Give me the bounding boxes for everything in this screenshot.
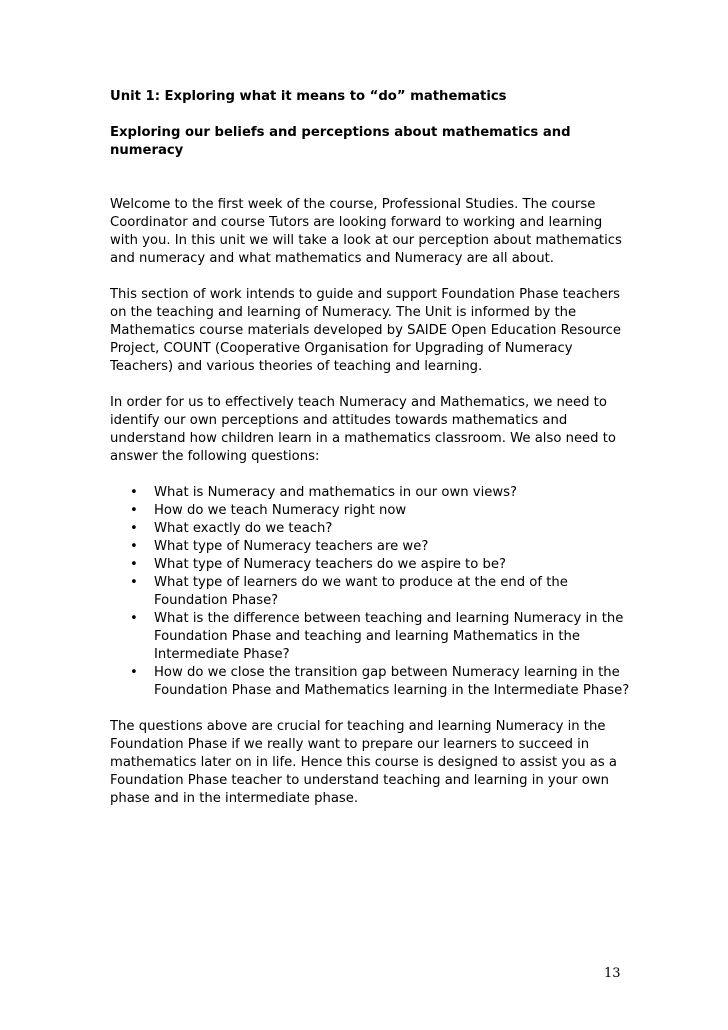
question-text: How do we close the transition gap between Numeracy learning in the Foundation Phase and Mathematics learning in the Intermediate Phase? <box>154 665 630 698</box>
question-text: What is the difference between teaching and learning Numeracy in the Foundation Phase and teaching and learning Mathematics in the Intermediate Phase? <box>154 611 624 662</box>
bullet-icon: • <box>130 575 138 590</box>
section-title: Exploring our beliefs and perceptions about mathematics and numeracy <box>110 125 571 158</box>
list-item <box>110 556 630 574</box>
closing-paragraph: The questions above are crucial for teaching and learning Numeracy in the Foundation Phase if we really want to prepare our learners to succeed in mathematics later on in life. Hence this course is designed to assist you as a Foundation Phase teacher to understand teaching and learning in your own phase and in the intermediate phase. <box>110 719 618 806</box>
bullet-icon: • <box>130 521 138 536</box>
question-text: What type of learners do we want to produce at the end of the Foundation Phase? <box>154 575 568 608</box>
question-text: What exactly do we teach? <box>154 521 333 536</box>
question-text: How do we teach Numeracy right now <box>154 503 407 518</box>
list-item <box>110 520 630 538</box>
bullet-icon: • <box>130 485 138 500</box>
question-text: What type of Numeracy teachers do we aspire to be? <box>154 557 506 572</box>
document-body <box>110 88 630 826</box>
purpose-paragraph: This section of work intends to guide and support Foundation Phase teachers on the teaching and learning of Numeracy. The Unit is informed by the Mathematics course materials developed by SAIDE Open Education Resource Project, COUNT (Cooperative Organisation for Upgrading of Numeracy Teachers) and various theories of teaching and learning. <box>110 287 622 374</box>
list-item <box>110 502 630 520</box>
bullet-icon: • <box>130 665 138 680</box>
bullet-icon: • <box>130 557 138 572</box>
list-item <box>110 664 630 700</box>
question-text: What type of Numeracy teachers are we? <box>154 539 429 554</box>
list-item <box>110 574 630 610</box>
page-number: 13 <box>604 966 621 981</box>
bullet-icon: • <box>130 611 138 626</box>
list-item <box>110 484 630 502</box>
intro-paragraph: Welcome to the first week of the course, Professional Studies. The course Coordinator and course Tutors are looking forward to working and learning with you. In this unit we will take a look at our perception about mathematics and numeracy and what mathematics and Numeracy are all about. <box>110 197 622 266</box>
unit-title: Unit 1: Exploring what it means to “do” mathematics <box>110 89 507 104</box>
bullet-icon: • <box>130 503 138 518</box>
list-item <box>110 538 630 556</box>
questions-lead-paragraph: In order for us to effectively teach Numeracy and Mathematics, we need to identify our own perceptions and attitudes towards mathematics and understand how children learn in a mathematics classroom. We also need to answer the following questions: <box>110 395 616 464</box>
questions-list <box>110 484 630 700</box>
question-text: What is Numeracy and mathematics in our own views? <box>154 485 518 500</box>
bullet-icon: • <box>130 539 138 554</box>
list-item <box>110 610 630 664</box>
